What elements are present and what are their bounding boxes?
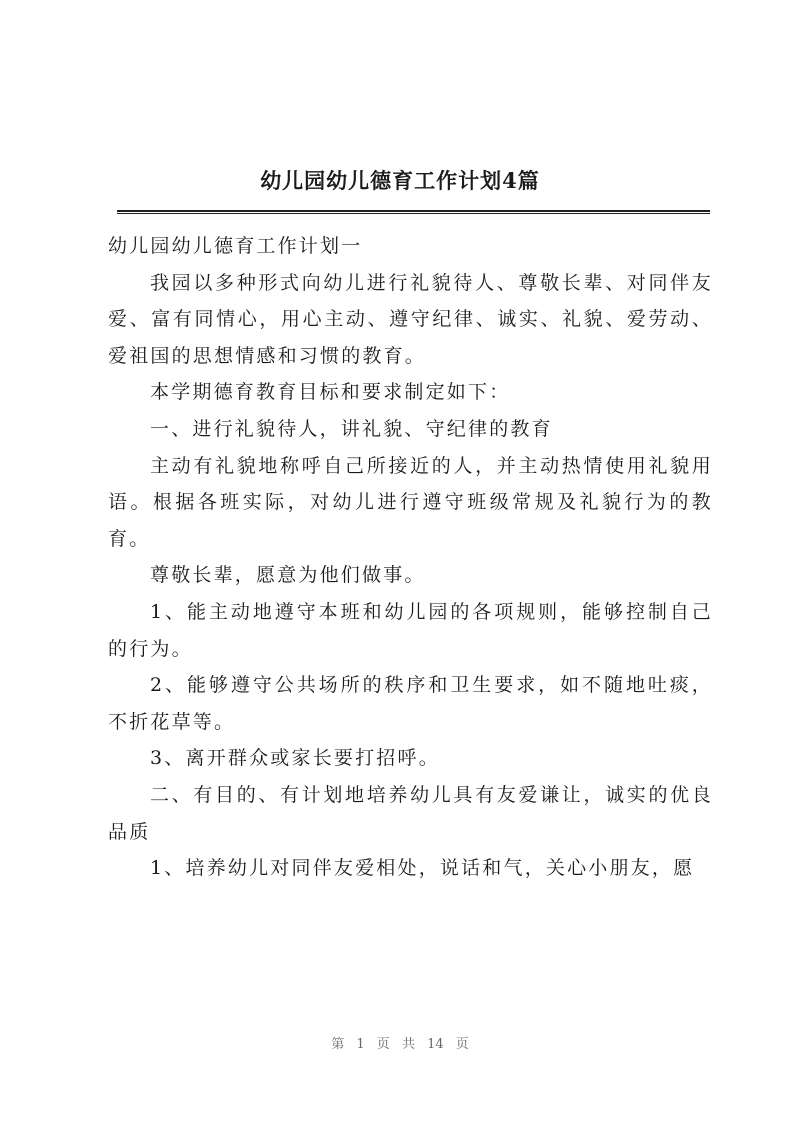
footer-total-pages: 14 [427, 1037, 444, 1052]
paragraph: 本学期德育教育目标和要求制定如下： [150, 381, 511, 404]
paragraph: 1、能主动地遵守本班和幼儿园的各项规则，能够控制自己的行为。 [108, 600, 713, 660]
footer-page-unit: 页 [376, 1037, 390, 1052]
footer-page-number: 1 [356, 1037, 365, 1052]
paragraph: 我园以多种形式向幼儿进行礼貌待人、尊敬长辈、对同伴友爱、富有同情心，用心主动、遵守纪律、诚实、礼貌、爱劳动、爱祖国的思想情感和习惯的教育。 [108, 271, 713, 367]
document-body [108, 228, 713, 887]
footer-total-label: 共 [401, 1037, 415, 1052]
paragraph: 2、能够遵守公共场所的秩序和卫生要求，如不随地吐痰，不折花草等。 [108, 674, 713, 733]
paragraph: 二、有目的、有计划地培养幼儿具有友爱谦让，诚实的优良品质 [108, 783, 713, 843]
paragraph: 1、培养幼儿对同伴友爱相处，说话和气，关心小朋友，愿 [150, 857, 695, 880]
paragraph: 尊敬长辈，愿意为他们做事。 [150, 564, 426, 587]
page-footer [0, 1033, 800, 1052]
paragraph: 主动有礼貌地称呼自己所接近的人，并主动热情使用礼貌用语。根据各班实际，对幼儿进行遵守班级常规及礼貌行为的教育。 [108, 454, 713, 550]
footer-page-label: 第 [331, 1037, 345, 1052]
title-divider [117, 210, 710, 214]
footer-total-unit: 页 [455, 1037, 469, 1052]
document-title: 幼儿园幼儿德育工作计划4篇 [260, 168, 540, 193]
paragraph: 一、进行礼貌待人，讲礼貌、守纪律的教育 [150, 417, 553, 440]
paragraph: 3、离开群众或家长要打招呼。 [150, 747, 440, 770]
section-heading: 幼儿园幼儿德育工作计划一 [108, 235, 363, 257]
